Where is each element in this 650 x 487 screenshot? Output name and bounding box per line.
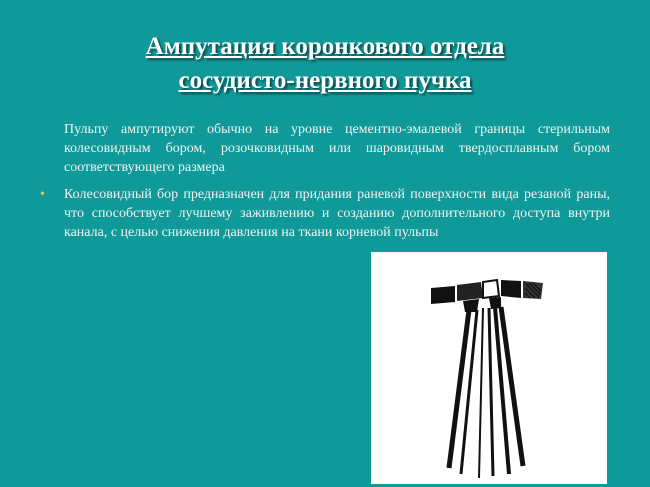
slide-body [40,120,610,242]
wheel-bur-icon [371,252,607,484]
title-line-2: сосудисто-нервного пучка [178,67,472,94]
bullet-item [40,185,610,242]
bullet-text: Колесовидный бор предназначен для придания раневой поверхности вида резаной раны, что способствует лучшему заживлению и созданию дополнительного доступа внутри канала, с целью снижения давления на ткани корневой пульпы [64,187,610,240]
title-line-1: Ампутация коронкового отдела [145,33,505,60]
paragraph-intro: Пульпу ампутируют обычно на уровне цементно-эмалевой границы стерильным колесовидным бором, розочковидным или шаровидным твердосплавным бором соответствующего размера [64,122,610,175]
wheel-bur-illustration [371,252,607,484]
bullet-icon: • [40,187,45,202]
slide-title [0,30,650,98]
